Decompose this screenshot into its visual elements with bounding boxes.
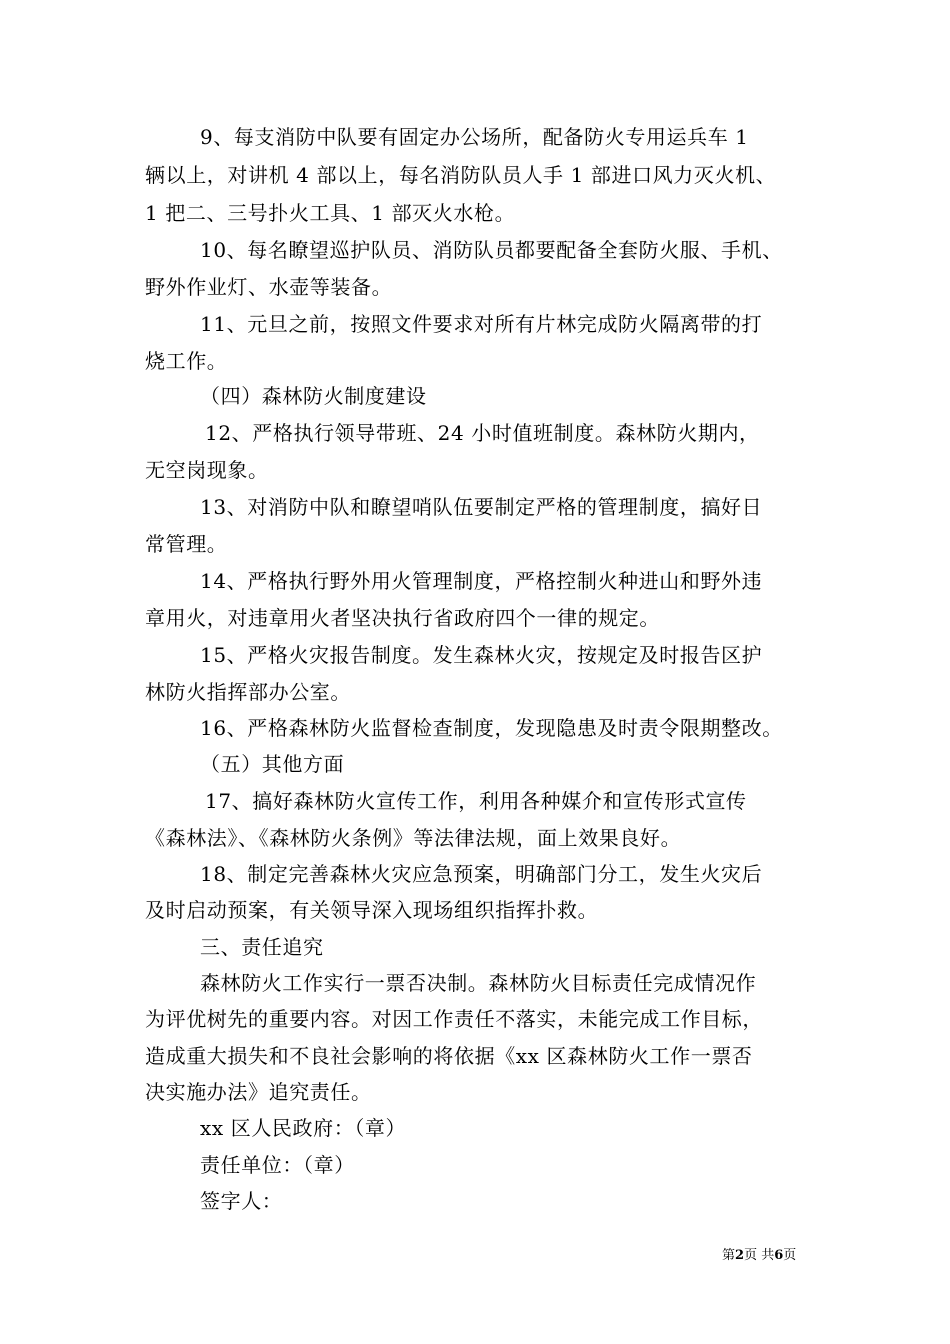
text-line: 为评优树先的重要内容。对因工作责任不落实，未能完成工作目标， (145, 1007, 763, 1031)
text-line: 章用火，对违章用火者坚决执行省政府四个一律的规定。 (145, 606, 660, 630)
section-heading: （四）森林防火制度建设 (200, 384, 427, 408)
text-line: 10、每名瞭望巡护队员、消防队员都要配备全套防火服、手机、 (200, 238, 783, 262)
footer-suffix: 页 (783, 1248, 797, 1263)
footer-middle: 页 共 (744, 1248, 775, 1263)
text-line: 15、严格火灾报告制度。发生森林火灾，按规定及时报告区护 (200, 643, 763, 667)
text-line: 14、严格执行野外用火管理制度，严格控制火种进山和野外违 (200, 569, 763, 593)
text-line: 决实施办法》追究责任。 (145, 1080, 372, 1104)
text-line: 常管理。 (145, 532, 228, 556)
text-line: 17、搞好森林防火宣传工作，利用各种媒介和宣传形式宣传 (205, 789, 747, 813)
text-line: 11、元旦之前，按照文件要求对所有片林完成防火隔离带的打 (200, 312, 763, 336)
text-line: 16、严格森林防火监督检查制度，发现隐患及时责令限期整改。 (200, 716, 783, 740)
text-line: 烧工作。 (145, 349, 228, 373)
text-line: 辆以上，对讲机 4 部以上，每名消防队员人手 1 部进口风力灭火机、 (145, 163, 777, 187)
text-line: 森林防火工作实行一票否决制。森林防火目标责任完成情况作 (200, 971, 757, 995)
text-line: 无空岗现象。 (145, 458, 269, 482)
page-number-footer (722, 1248, 796, 1264)
text-line: 林防火指挥部办公室。 (145, 680, 351, 704)
text-line: 及时启动预案，有关领导深入现场组织指挥扑救。 (145, 898, 599, 922)
total-page-number: 6 (774, 1248, 784, 1263)
text-line: 造成重大损失和不良社会影响的将依据《xx 区森林防火工作一票否 (145, 1044, 753, 1068)
section-heading: （五）其他方面 (200, 752, 345, 776)
section-heading: 三、责任追究 (200, 935, 324, 959)
text-line: 18、制定完善森林火灾应急预案，明确部门分工，发生火灾后 (200, 862, 763, 886)
text-line: 1 把二、三号扑火工具、1 部灭火水枪。 (145, 201, 516, 225)
text-line: 《森林法》、《森林防火条例》等法律法规，面上效果良好。 (145, 826, 682, 850)
text-line: 9、每支消防中队要有固定办公场所，配备防火专用运兵车 1 (200, 125, 749, 149)
current-page-number: 2 (735, 1248, 745, 1263)
text-line: 13、对消防中队和瞭望哨队伍要制定严格的管理制度，搞好日 (200, 495, 763, 519)
text-line: 野外作业灯、水壶等装备。 (145, 275, 393, 299)
signature-line: xx 区人民政府：（章） (200, 1116, 407, 1140)
text-line: 12、严格执行领导带班、24 小时值班制度。森林防火期内， (205, 421, 760, 445)
footer-prefix: 第 (722, 1248, 736, 1263)
signature-line: 签字人： (200, 1189, 283, 1213)
signature-line: 责任单位：（章） (200, 1153, 355, 1177)
